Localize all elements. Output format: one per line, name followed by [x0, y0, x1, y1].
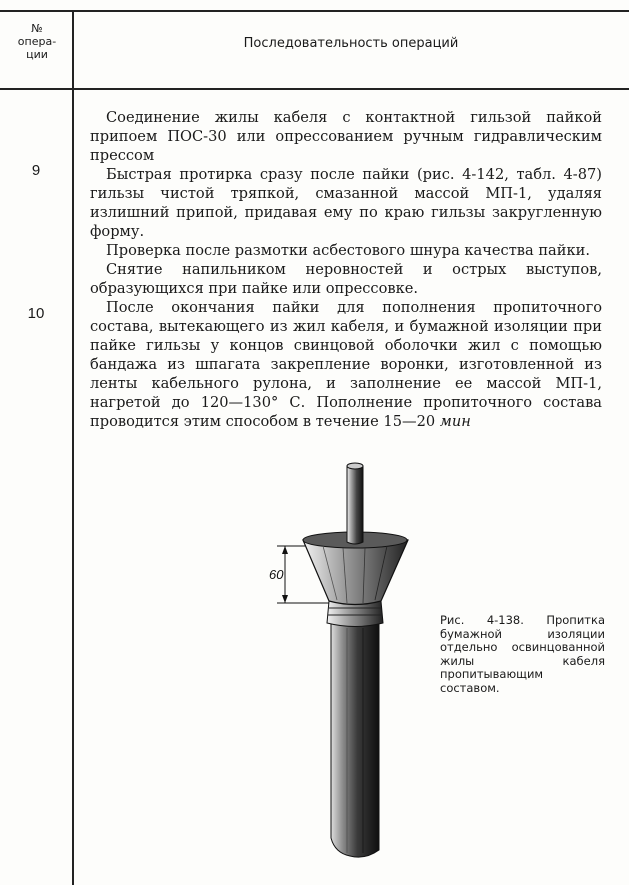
top-rule — [0, 10, 629, 12]
cable-core — [331, 623, 379, 857]
paragraph-joining: Соединение жилы кабеля с контактной гильзой пайкой припоем ПОС-30 или опрессованием ручным гидравлическим прессом — [90, 109, 602, 164]
header-num-line-1: № — [31, 22, 43, 35]
paragraph-impregnation — [90, 298, 602, 431]
header-num-line-2: опера- — [17, 35, 57, 48]
operation-number-10: 10 — [27, 305, 45, 322]
column-divider — [72, 10, 74, 885]
operation-number-9: 9 — [31, 162, 41, 179]
cable-funnel-figure — [265, 458, 435, 878]
paragraph-check: Проверка после размотки асбестового шнура качества пайки. — [106, 242, 590, 259]
operations-text — [90, 108, 602, 431]
header-num-line-3: ции — [26, 48, 48, 61]
paragraph-wiping: Быстрая протирка сразу после пайки (рис. 4-142, табл. 4-87) гильзы чистой тряпкой, смазанной массой МП-1, удаляя излишний припой, придавая ему по краю гильзы закругленную форму. — [90, 166, 602, 240]
paragraph-impregnation-text: После окончания пайки для пополнения пропиточного состава, вытекающего из жил кабеля, и бумажной изоляции при пайке гильзы у концов свинцовой оболочки жил с помощью бандажа из шпагата закрепление воронки, изготовленной из ленты кабельного рулона, и заполнение ее массой МП-1, нагретой до 120—130° С. Пополнение пропиточного состава проводится этим способом в течение 15—20 — [90, 299, 602, 430]
figure-caption: Рис. 4-138. Пропитка бумажной изоляции отдельно освинцованной жилы кабеля пропитывающим составом. — [440, 613, 605, 695]
header-number-column — [6, 22, 68, 61]
unit-minutes: мин — [439, 413, 471, 430]
dimension-label: 60 — [269, 567, 284, 582]
paragraph-filing: Снятие напильником неровностей и острых выступов, образующихся при пайке или опрессовке. — [90, 261, 602, 297]
header-bottom-rule — [0, 88, 629, 90]
conductor-tube — [347, 466, 363, 544]
header-title: Последовательность операций — [243, 36, 459, 51]
